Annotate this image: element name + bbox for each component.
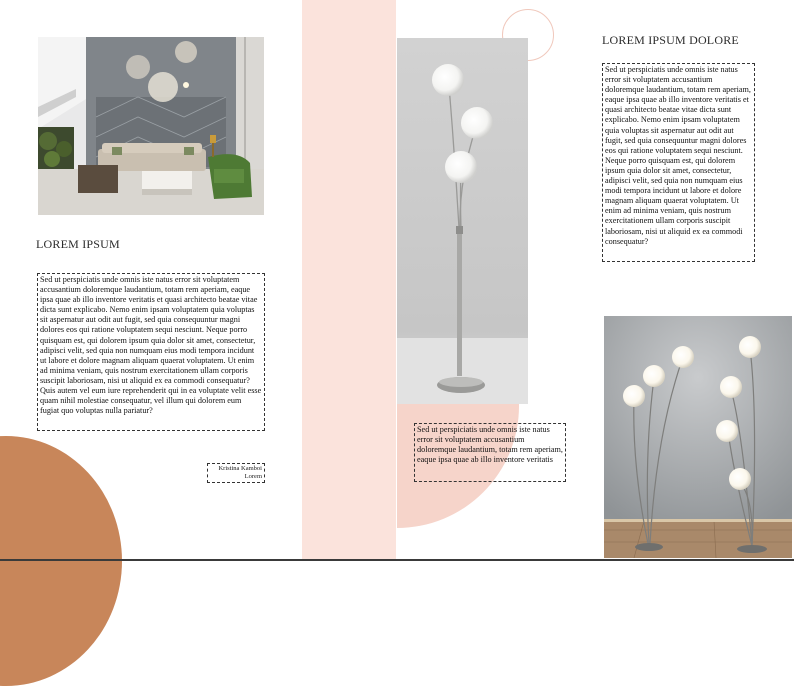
left-heading: LOREM IPSUM [36, 237, 120, 251]
middle-caption-text: Sed ut perspiciatis unde omnis iste natus error sit voluptatem accusantium doloremque laudantium, totam rem aperiam, eaque ipsa quae ab illo inventore veritatis [414, 423, 566, 482]
signature-name: Kristina Kamboi [218, 465, 262, 472]
twin-floor-lamps-photo [604, 316, 792, 558]
living-room-photo [38, 37, 264, 215]
signature-box [207, 463, 265, 483]
right-heading: LOREM IPSUM DOLORE [602, 33, 739, 47]
signature-role: Lorem [244, 473, 262, 480]
pink-vertical-band [302, 0, 396, 561]
orange-circle-decoration [0, 436, 122, 686]
floor-lamp-photo [397, 38, 528, 404]
right-body-text: Sed ut perspiciatis unde omnis iste natus error sit voluptatem accusantium doloremque laudantium, totam rem aperiam, eaque ipsa quae ab illo inventore veritatis et quasi architecto beatae vitae dicta sunt explicabo. Nemo enim ipsam voluptatem quia voluptas sit aspernatur aut odit aut fugit, sed quia consequuntur magni dolores eos qui ratione voluptatem sequi nesciunt. Neque porro quisquam est, qui dolorem ipsum quia dolor sit amet, consectetur, adipisci velit, sed quia non numquam eius modi tempora incidunt ut labore et dolore magnam aliquam quaerat voluptatem. Ut enim ad minima veniam, quis nostrum exercitationem ullam corporis suscipit laboriosam, nisi ut aliquid ex ea commodi consequatur? [602, 63, 755, 262]
left-body-text: Sed ut perspiciatis unde omnis iste natus error sit voluptatem accusantium doloremque laudantium, totam rem aperiam, eaque ipsa quae ab illo inventore veritatis et quasi architecto beatae vitae dicta sunt explicabo. Nemo enim ipsam voluptatem quia voluptas sit aspernatur aut odit aut fugit, sed quia consequuntur magni dolores eos qui ratione voluptatem sequi nesciunt. Neque porro quisquam est, qui dolorem ipsum quia dolor sit amet, consectetur, adipisci velit, sed quia non numquam eius modi tempora incidunt ut labore et dolore magnam aliquam quaerat voluptatem. Ut enim ad minima veniam, quis nostrum exercitationem ullam corporis suscipit laboriosam, nisi ut aliquid ex ea commodi consequatur? Quis autem vel eum iure reprehenderit qui in ea voluptate velit esse quam nihil molestiae consequatur, vel illum qui dolorem eum fugiat quo voluptas nulla pariatur? [37, 273, 265, 431]
